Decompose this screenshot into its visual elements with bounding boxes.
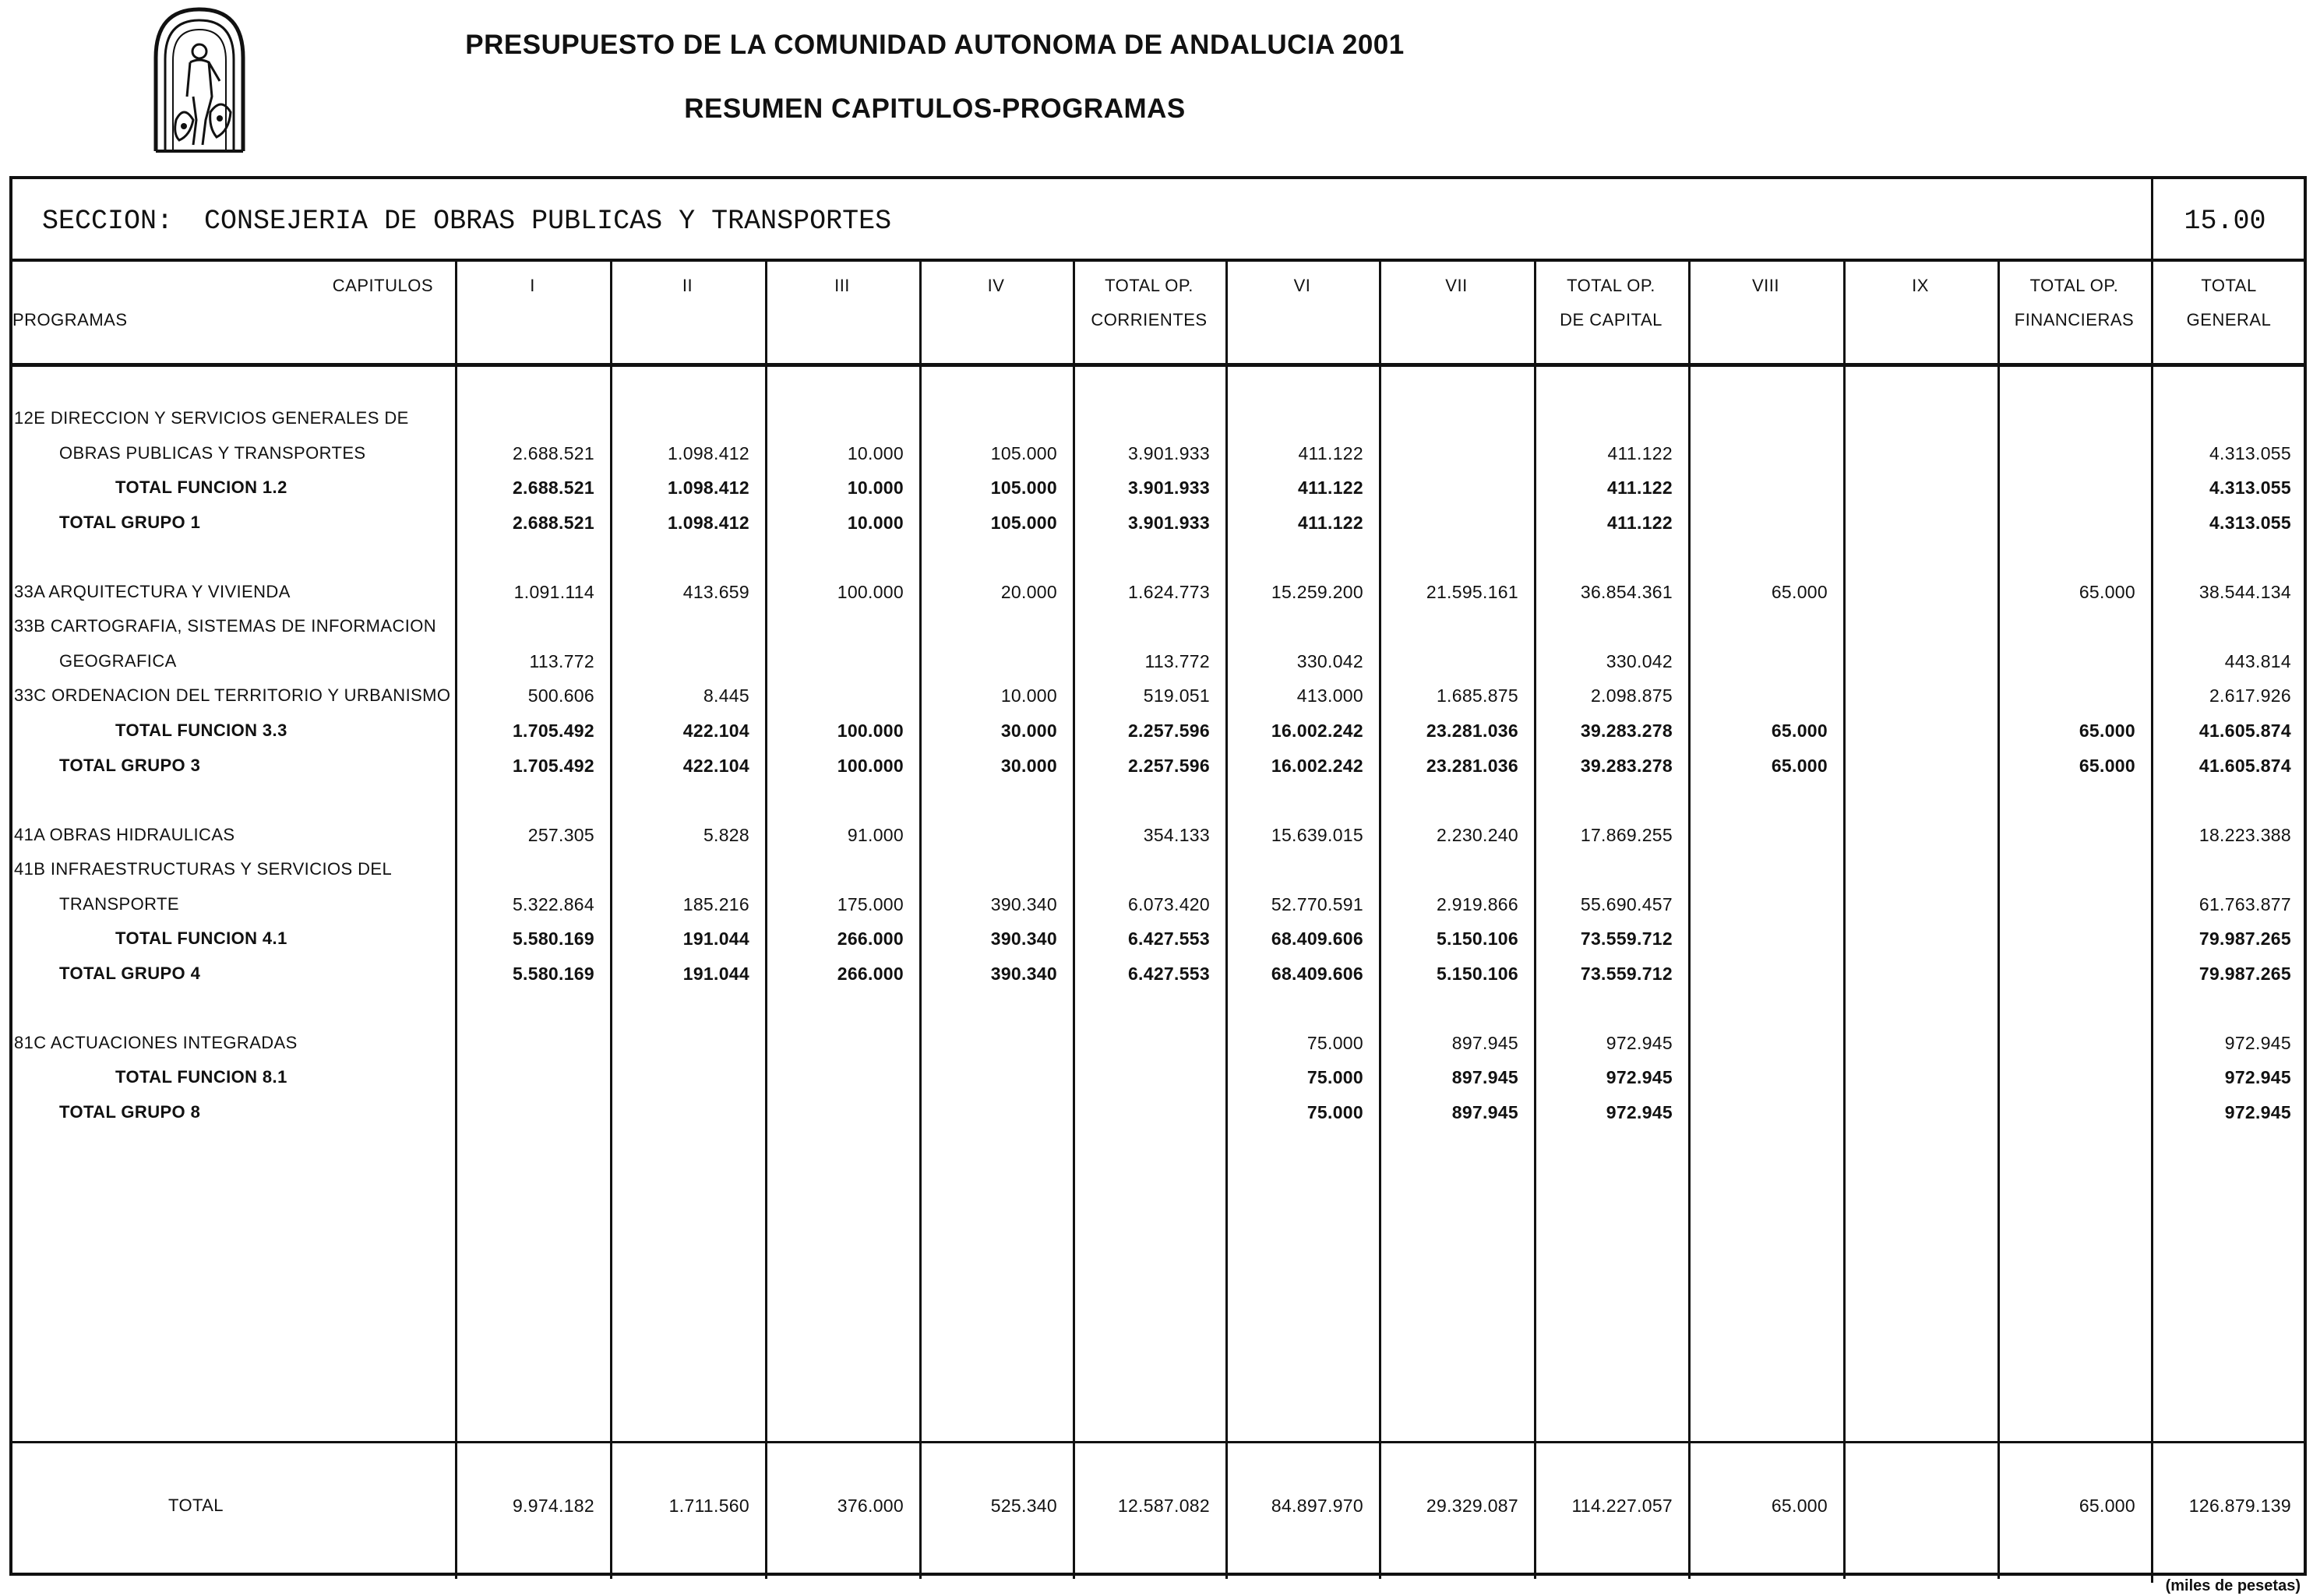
cell-value: 390.340	[990, 928, 1057, 949]
cell-value: 266.000	[837, 928, 904, 949]
total-value: 29.329.087	[1426, 1496, 1518, 1516]
cell-value: 10.000	[847, 443, 904, 463]
row-label: OBRAS PUBLICAS Y TRANSPORTES	[59, 443, 366, 463]
cell-value: 2.919.866	[1436, 894, 1518, 914]
row-label: 12E DIRECCION Y SERVICIOS GENERALES DE	[14, 408, 409, 428]
cell-value: 257.305	[527, 825, 594, 845]
cell-value: 5.580.169	[512, 928, 594, 949]
total-value: 525.340	[990, 1496, 1057, 1516]
section-title	[42, 206, 891, 237]
cell-value: 2.688.521	[512, 443, 594, 463]
cell-value: 2.688.521	[512, 513, 594, 533]
cell-value: 15.259.200	[1271, 582, 1363, 602]
cell-value: 1.705.492	[512, 720, 594, 741]
column-divider	[1997, 259, 2000, 1579]
cell-value: 191.044	[682, 964, 749, 984]
column-header-8-line-2: DE CAPITAL	[1560, 310, 1662, 329]
cell-value: 8.445	[703, 685, 749, 706]
units-note: (miles de pesetas)	[2165, 1577, 2301, 1594]
cell-value: 390.340	[990, 964, 1057, 984]
cell-value: 413.000	[1296, 685, 1363, 706]
cell-value: 10.000	[1000, 685, 1057, 706]
total-value: 65.000	[1771, 1496, 1828, 1516]
cell-value: 65.000	[2079, 582, 2135, 602]
cell-value: 411.122	[1607, 513, 1673, 533]
section-separator	[12, 259, 2304, 262]
row-label: 33B CARTOGRAFIA, SISTEMAS DE INFORMACION	[14, 616, 437, 636]
cell-value: 65.000	[1771, 720, 1828, 741]
total-separator	[12, 1441, 2304, 1443]
cell-value: 5.150.106	[1436, 964, 1518, 984]
cell-value: 17.869.255	[1580, 825, 1673, 845]
cell-value: 390.340	[990, 894, 1057, 914]
total-value: 126.879.139	[2188, 1496, 2291, 1516]
column-header-7-line-1: VII	[1445, 276, 1468, 295]
cell-value: 100.000	[837, 582, 904, 602]
cell-value: 61.763.877	[2198, 894, 2291, 914]
cell-value: 897.945	[1451, 1102, 1518, 1122]
cell-value: 897.945	[1451, 1033, 1518, 1053]
total-value: 114.227.057	[1571, 1496, 1673, 1516]
capitulos-header: CAPITULOS	[332, 276, 433, 295]
row-label: TOTAL FUNCION 8.1	[115, 1067, 287, 1087]
cell-value: 972.945	[1606, 1033, 1673, 1053]
cell-value: 21.595.161	[1426, 582, 1518, 602]
cell-value: 4.313.055	[2209, 443, 2291, 463]
row-label: 33C ORDENACION DEL TERRITORIO Y URBANISMO	[14, 685, 451, 705]
cell-value: 5.828	[703, 825, 749, 845]
column-header-8-line-1: TOTAL OP.	[1567, 276, 1655, 295]
cell-value: 105.000	[990, 443, 1057, 463]
cell-value: 30.000	[1000, 720, 1057, 741]
cell-value: 3.901.933	[1127, 477, 1210, 498]
cell-value: 16.002.242	[1271, 720, 1363, 741]
row-label: GEOGRAFICA	[59, 651, 177, 671]
cell-value: 68.409.606	[1271, 928, 1363, 949]
section-name: CONSEJERIA DE OBRAS PUBLICAS Y TRANSPORTES	[204, 206, 892, 237]
cell-value: 411.122	[1607, 443, 1673, 463]
cell-value: 15.639.015	[1271, 825, 1363, 845]
cell-value: 422.104	[682, 720, 749, 741]
section-code: 15.00	[2184, 206, 2266, 237]
cell-value: 191.044	[682, 928, 749, 949]
row-label: TOTAL GRUPO 3	[59, 756, 201, 775]
cell-value: 1.705.492	[512, 756, 594, 776]
section-label: SECCION:	[42, 206, 174, 237]
row-label: TOTAL FUNCION 4.1	[115, 928, 287, 948]
cell-value: 5.322.864	[512, 894, 594, 914]
cell-value: 16.002.242	[1271, 756, 1363, 776]
cell-value: 79.987.265	[2198, 964, 2291, 984]
column-header-4-line-1: IV	[987, 276, 1005, 295]
column-header-5-line-2: CORRIENTES	[1091, 310, 1208, 329]
cell-value: 75.000	[1306, 1067, 1363, 1087]
programas-header: PROGRAMAS	[12, 310, 128, 329]
cell-value: 1.098.412	[667, 477, 749, 498]
row-label: TOTAL GRUPO 8	[59, 1102, 201, 1122]
cell-value: 65.000	[1771, 756, 1828, 776]
cell-value: 330.042	[1296, 651, 1363, 671]
row-label: 81C ACTUACIONES INTEGRADAS	[14, 1033, 298, 1052]
row-label: 41B INFRAESTRUCTURAS Y SERVICIOS DEL	[14, 859, 393, 879]
row-label: 41A OBRAS HIDRAULICAS	[14, 825, 235, 844]
cell-value: 1.685.875	[1436, 685, 1518, 706]
row-label: TOTAL GRUPO 4	[59, 964, 201, 983]
cell-value: 30.000	[1000, 756, 1057, 776]
andalucia-coat-of-arms-logo	[145, 3, 254, 153]
cell-value: 411.122	[1298, 443, 1363, 463]
cell-value: 10.000	[847, 477, 904, 498]
column-divider	[1688, 259, 1691, 1579]
cell-value: 2.230.240	[1436, 825, 1518, 845]
column-header-12-line-2: GENERAL	[2186, 310, 2272, 329]
row-label: TOTAL FUNCION 1.2	[115, 477, 287, 497]
cell-value: 972.945	[2224, 1067, 2291, 1087]
cell-value: 73.559.712	[1580, 964, 1673, 984]
cell-value: 2.617.926	[2209, 685, 2291, 706]
budget-table-frame	[9, 176, 2307, 1576]
cell-value: 113.772	[529, 651, 594, 671]
cell-value: 972.945	[2224, 1033, 2291, 1053]
cell-value: 411.122	[1298, 513, 1363, 533]
total-value: 84.897.970	[1271, 1496, 1363, 1516]
cell-value: 3.901.933	[1127, 513, 1210, 533]
cell-value: 4.313.055	[2209, 513, 2291, 533]
row-label: TOTAL FUNCION 3.3	[115, 720, 287, 740]
total-label: TOTAL	[168, 1496, 224, 1515]
cell-value: 1.624.773	[1127, 582, 1210, 602]
cell-value: 105.000	[990, 477, 1057, 498]
cell-value: 175.000	[837, 894, 904, 914]
cell-value: 1.091.114	[513, 582, 594, 602]
cell-value: 519.051	[1143, 685, 1210, 706]
cell-value: 972.945	[1606, 1067, 1673, 1087]
total-value: 65.000	[2079, 1496, 2135, 1516]
cell-value: 20.000	[1000, 582, 1057, 602]
cell-value: 39.283.278	[1580, 720, 1673, 741]
document-subtitle: RESUMEN CAPITULOS-PROGRAMAS	[684, 93, 1186, 124]
cell-value: 411.122	[1607, 477, 1673, 498]
cell-value: 91.000	[847, 825, 904, 845]
column-header-11-line-2: FINANCIERAS	[2014, 310, 2135, 329]
cell-value: 75.000	[1306, 1102, 1363, 1122]
cell-value: 6.073.420	[1127, 894, 1210, 914]
cell-value: 5.580.169	[512, 964, 594, 984]
cell-value: 3.901.933	[1127, 443, 1210, 463]
cell-value: 422.104	[682, 756, 749, 776]
cell-value: 36.854.361	[1580, 582, 1673, 602]
cell-value: 2.688.521	[512, 477, 594, 498]
column-header-9-line-1: VIII	[1751, 276, 1779, 295]
total-value: 9.974.182	[512, 1496, 594, 1516]
column-header-5-line-1: TOTAL OP.	[1105, 276, 1194, 295]
cell-value: 65.000	[2079, 756, 2135, 776]
cell-value: 5.150.106	[1436, 928, 1518, 949]
row-label: 33A ARQUITECTURA Y VIVIENDA	[14, 582, 291, 601]
cell-value: 10.000	[847, 513, 904, 533]
total-value: 1.711.560	[668, 1496, 749, 1516]
cell-value: 65.000	[1771, 582, 1828, 602]
header-separator	[12, 363, 2304, 367]
cell-value: 6.427.553	[1127, 928, 1210, 949]
cell-value: 2.257.596	[1127, 756, 1210, 776]
cell-value: 65.000	[2079, 720, 2135, 741]
cell-value: 411.122	[1298, 477, 1363, 498]
cell-value: 2.257.596	[1127, 720, 1210, 741]
cell-value: 100.000	[837, 720, 904, 741]
cell-value: 75.000	[1306, 1033, 1363, 1053]
column-header-6-line-1: VI	[1293, 276, 1311, 295]
cell-value: 330.042	[1606, 651, 1673, 671]
cell-value: 113.772	[1144, 651, 1210, 671]
column-header-11-line-1: TOTAL OP.	[2029, 276, 2119, 295]
total-value: 376.000	[837, 1496, 904, 1516]
cell-value: 105.000	[990, 513, 1057, 533]
cell-value: 266.000	[837, 964, 904, 984]
cell-value: 972.945	[1606, 1102, 1673, 1122]
document-title: PRESUPUESTO DE LA COMUNIDAD AUTONOMA DE ANDALUCIA 2001	[465, 30, 1405, 60]
cell-value: 79.987.265	[2198, 928, 2291, 949]
total-value: 12.587.082	[1117, 1496, 1210, 1516]
cell-value: 38.544.134	[2198, 582, 2291, 602]
cell-value: 100.000	[837, 756, 904, 776]
column-header-10-line-1: IX	[1912, 276, 1929, 295]
column-header-2-line-1: II	[682, 276, 693, 295]
column-header-1-line-1: I	[530, 276, 535, 295]
column-divider	[1843, 259, 1846, 1579]
column-header-12-line-1: TOTAL	[2201, 276, 2257, 295]
column-header-3-line-1: III	[834, 276, 850, 295]
cell-value: 2.098.875	[1590, 685, 1673, 706]
cell-value: 23.281.036	[1426, 720, 1518, 741]
cell-value: 1.098.412	[667, 513, 749, 533]
cell-value: 6.427.553	[1127, 964, 1210, 984]
cell-value: 354.133	[1143, 825, 1210, 845]
cell-value: 897.945	[1451, 1067, 1518, 1087]
cell-value: 41.605.874	[2198, 720, 2291, 741]
cell-value: 500.606	[527, 685, 594, 706]
cell-value: 55.690.457	[1580, 894, 1673, 914]
row-label: TRANSPORTE	[59, 894, 179, 914]
cell-value: 1.098.412	[667, 443, 749, 463]
cell-value: 23.281.036	[1426, 756, 1518, 776]
cell-value: 39.283.278	[1580, 756, 1673, 776]
cell-value: 972.945	[2224, 1102, 2291, 1122]
cell-value: 4.313.055	[2209, 477, 2291, 498]
column-divider	[1379, 259, 1381, 1579]
cell-value: 52.770.591	[1271, 894, 1363, 914]
row-label: TOTAL GRUPO 1	[59, 513, 201, 532]
cell-value: 413.659	[682, 582, 749, 602]
cell-value: 443.814	[2224, 651, 2291, 671]
cell-value: 68.409.606	[1271, 964, 1363, 984]
cell-value: 18.223.388	[2198, 825, 2291, 845]
cell-value: 185.216	[682, 894, 749, 914]
cell-value: 73.559.712	[1580, 928, 1673, 949]
cell-value: 41.605.874	[2198, 756, 2291, 776]
